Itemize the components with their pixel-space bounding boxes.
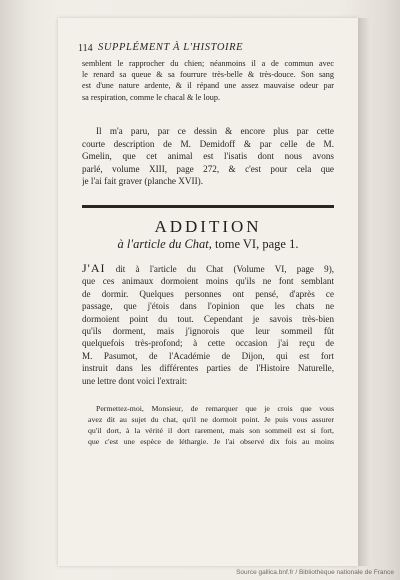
text-line: passage, que j'étois dans l'opinion que les chats ne [82, 301, 334, 312]
page-number: 114 [78, 43, 93, 54]
text-line: est d'une nature ardente, & il répand une assez mauvaise odeur par [82, 81, 334, 91]
letter-extract [88, 403, 334, 447]
text-line: dormoient point du tout. Cependant je savois très-bien [82, 313, 334, 324]
text-line: semblent le rapprocher du chien; néanmoins il a de commun avec [82, 59, 334, 68]
text-line: une lettre dont voici l'extrait: [82, 375, 188, 386]
text-line: M. Pasumot, de l'Académie de Dijon, qui est fort [82, 350, 334, 361]
text-line: Il m'a paru, par ce dessin & encore plus par cette [96, 126, 334, 136]
text-line: de dormir. Quelques personnes ont pensé, d'après ce [82, 288, 334, 299]
paragraph-1 [82, 58, 334, 103]
text-line: quelquefois très-profond; à cette occasion j'ai reçu de [82, 338, 334, 349]
paragraph-2 [82, 125, 334, 188]
subtitle-italic: à l'article du Chat, [117, 237, 212, 251]
text-line: Gmelin, que cet animal est l'isatis dont nous avons [82, 151, 334, 162]
text-line: qu'il dort, à la vérité il dort rarement, mais son sommeil est si fort, [88, 426, 334, 436]
text-line: le renard sa queue & sa fourrure très-belle & très-douce. Son sang [82, 70, 334, 80]
text-line: courte description de M. Demidoff & par celle de M. [82, 138, 334, 149]
text-line: que ces animaux dormoient moins qu'ils ne font semblant [82, 276, 334, 287]
text-line [82, 262, 334, 275]
text-line: que c'est une espèce de léthargie. Je l'ai observé dix fois au moins [88, 437, 334, 447]
text-fragment: dit à l'article du Chat (Volume VI, page 9), [105, 264, 334, 274]
body-paragraph [82, 262, 334, 387]
text-line: instruit dans les différentes parties de l'Histoire Naturelle, [82, 363, 334, 374]
book-gutter [358, 18, 370, 566]
running-head: SUPPLÉMENT À L'HISTOIRE [98, 42, 244, 53]
text-line: sa respiration, comme le chacal & le loup. [82, 92, 221, 102]
drop-cap: J'AI [82, 262, 106, 275]
text-line: je l'ai fait graver (planche XVII). [82, 176, 204, 187]
text-line: Permettez-moi, Monsieur, de remarquer que je crois que vous [96, 404, 334, 413]
source-credit: Source gallica.bnf.fr / Bibliothèque nationale de France [236, 569, 394, 576]
section-title: ADDITION [154, 217, 262, 236]
section-subtitle [82, 237, 334, 252]
subtitle-roman: tome VI, page 1. [211, 237, 299, 251]
text-line: parlé, volume XIII, page 272, & c'est pour cela que [82, 163, 334, 174]
text-line: avez dit au sujet du chat, qu'il ne dormoit point. Je puis vous assurer [88, 415, 334, 425]
text-line: qu'ils dorment, mais j'ignorois que leur sommeil fût [82, 326, 334, 337]
section-divider [82, 205, 334, 208]
